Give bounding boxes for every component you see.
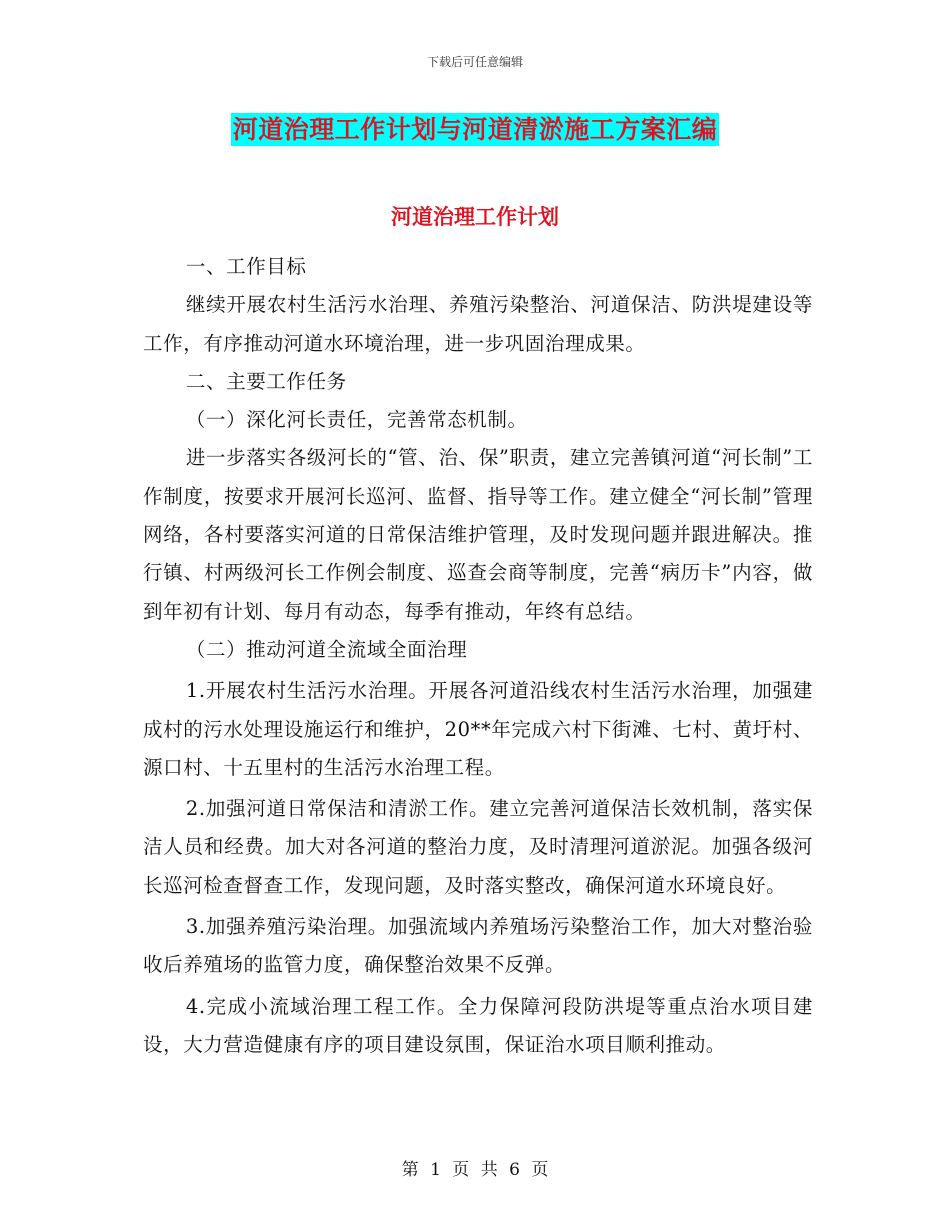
- paragraph-goal: 继续开展农村生活污水治理、养殖污染整治、河道保洁、防洪堤建设等工作，有序推动河道水环境治理，进一步巩固治理成果。: [143, 293, 813, 355]
- subheading-2: （二）推动河道全流域全面治理: [185, 637, 468, 661]
- page-number: 第 1 页 共 6 页: [401, 1160, 549, 1180]
- document-body: [143, 248, 813, 1064]
- header-note: 下载后可任意编辑: [426, 55, 523, 69]
- heading-main-tasks: 二、主要工作任务: [185, 369, 347, 393]
- heading-work-goal: 一、工作目标: [185, 255, 307, 278]
- section-title: 河道治理工作计划: [391, 204, 559, 229]
- main-title-wrap: [0, 113, 950, 146]
- subheading-1: （一）深化河长责任，完善常态机制。: [185, 408, 528, 432]
- paragraph-river-chief: 进一步落实各级河长的“管、治、保”职责，建立完善镇河道“河长制”工作制度，按要求开展河长巡河、监督、指导等工作。建立健全“河长制”管理网络，各村要落实河道的日常保洁维护管理，及时发现问题并跟进解决。推行镇、村两级河长工作例会制度、巡查会商等制度，完善“病历卡”内容，做到年初有计划、每月有动态，每季有推动，年终有总结。: [143, 446, 813, 623]
- paragraph-item-4: 4.完成小流域治理工程工作。全力保障河段防洪堤等重点治水项目建设，大力营造健康有序的项目建设氛围，保证治水项目顺利推动。: [143, 994, 813, 1056]
- paragraph-item-1: 1.开展农村生活污水治理。开展各河道沿线农村生活污水治理，加强建成村的污水处理设施运行和维护，20**年完成六村下街滩、七村、黄圩村、源口村、十五里村的生活污水治理工程。: [143, 679, 813, 779]
- paragraph-item-2: 2.加强河道日常保洁和清淤工作。建立完善河道保洁长效机制，落实保洁人员和经费。加大对各河道的整治力度，及时清理河道淤泥。加强各级河长巡河检查督查工作，发现问题，及时落实整改，确保河道水环境良好。: [143, 797, 813, 897]
- paragraph-item-3: 3.加强养殖污染治理。加强流域内养殖场污染整治工作，加大对整治验收后养殖场的监管力度，确保整治效果不反弹。: [143, 915, 813, 977]
- document-title: 河道治理工作计划与河道清淤施工方案汇编: [232, 115, 718, 144]
